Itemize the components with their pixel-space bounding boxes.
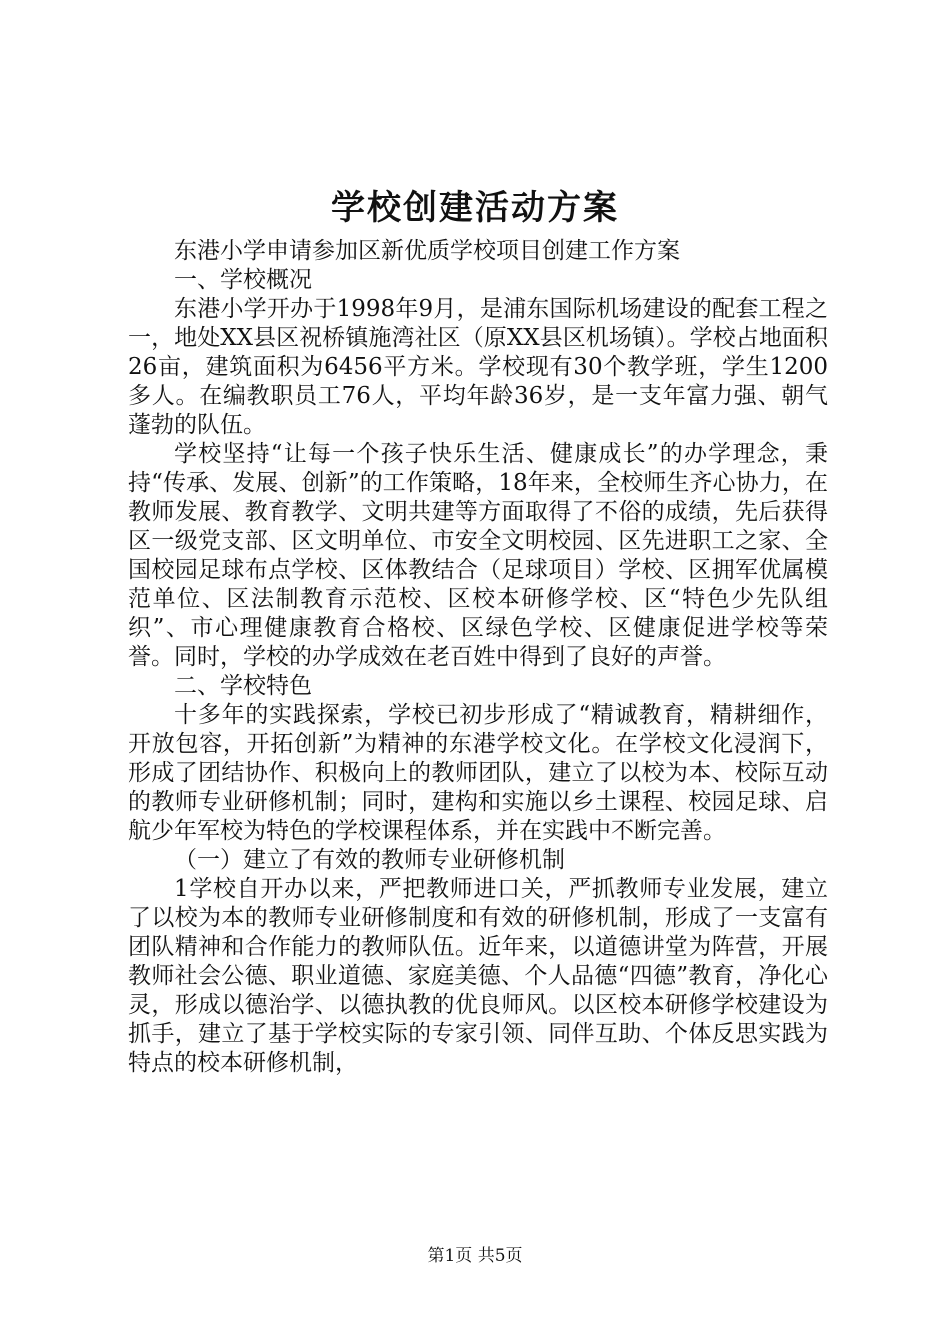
paragraph: 1学校自开办以来，严把教师进口关，严抓教师专业发展，建立了以校为本的教师专业研修制度和有效的研修机制，形成了一支富有团队精神和合作能力的教师队伍。近年来，以道德讲堂为阵营，开展教师社会公德、职业道德、家庭美德、个人品德“四德”教育，净化心灵，形成以德治学、以德执教的优良师风。以区校本研修学校建设为抓手，建立了基于学校实际的专家引领、同伴互助、个体反思实践为特点的校本研修机制， [128,876,828,1076]
document-subtitle: 东港小学申请参加区新优质学校项目创建工作方案 [174,238,680,264]
paragraph: 十多年的实践探索，学校已初步形成了“精诚教育，精耕细作，开放包容，开拓创新”为精神的东港学校文化。在学校文化浸润下，形成了团结协作、积极向上的教师团队，建立了以校为本、校际互动的教师专业研修机制；同时，建构和实施以乡土课程、校园足球、启航少年军校为特色的学校课程体系，并在实践中不断完善。 [128,702,828,844]
page-number: 第1页 共5页 [427,1246,523,1266]
document-body [128,237,828,1078]
section-heading-overview: 一、学校概况 [174,267,312,293]
subsection-heading: （一）建立了有效的教师专业研修机制 [174,847,565,873]
paragraph: 东港小学开办于1998年9月，是浦东国际机场建设的配套工程之一，地处XX县区祝桥镇施湾社区（原XX县区机场镇）。学校占地面积26亩，建筑面积为6456平方米。学校现有30个教学班，学生1200多人。在编教职员工76人，平均年龄36岁，是一支年富力强、朝气蓬勃的队伍。 [128,296,828,438]
section-heading-features: 二、学校特色 [174,673,312,699]
document-title: 学校创建活动方案 [331,188,619,228]
paragraph: 学校坚持“让每一个孩子快乐生活、健康成长”的办学理念，秉持“传承、发展、创新”的工作策略，18年来，全校师生齐心协力，在教师发展、教育教学、文明共建等方面取得了不俗的成绩，先后获得区一级党支部、区文明单位、市安全文明校园、区先进职工之家、全国校园足球布点学校、区体教结合（足球项目）学校、区拥军优属模范单位、区法制教育示范校、区校本研修学校、区“特色少先队组织”、市心理健康教育合格校、区绿色学校、区健康促进学校等荣誉。同时，学校的办学成效在老百姓中得到了良好的声誉。 [128,441,828,670]
